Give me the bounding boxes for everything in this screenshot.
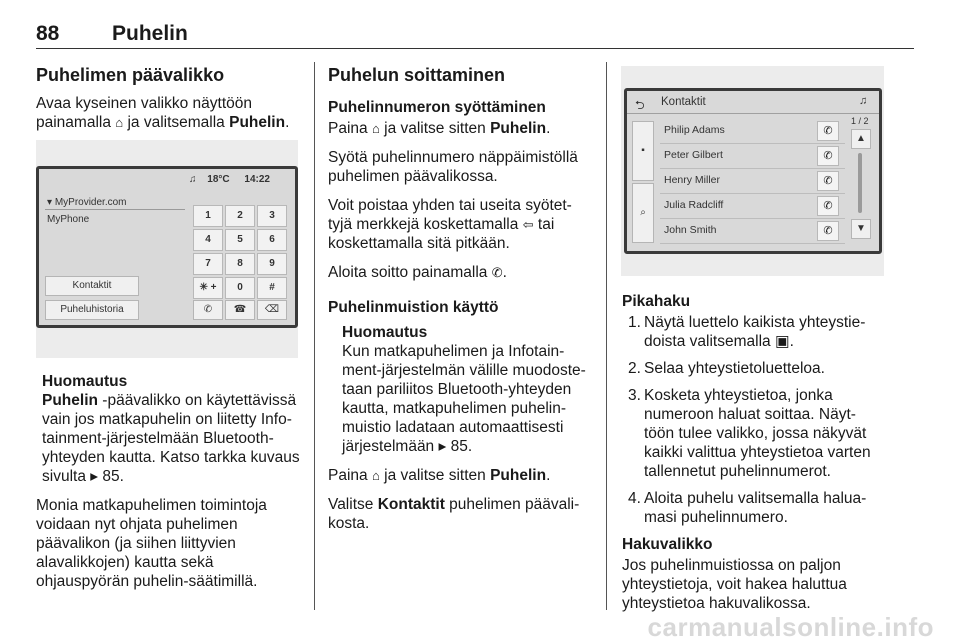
page-indicator: 1 / 2	[851, 116, 869, 126]
step-text: Näytä luettelo kaikista yhteystie-doista valitsemalla	[644, 314, 866, 350]
contacts-icon: ▣	[774, 333, 790, 350]
column-1-lower	[36, 372, 300, 601]
home-icon: ⌂	[115, 115, 124, 130]
keypad-key[interactable]: 4	[193, 229, 223, 251]
contact-row[interactable]	[660, 219, 845, 244]
step-item	[622, 313, 884, 351]
home-icon: ⌂	[371, 121, 380, 136]
music-icon: ♫	[189, 174, 197, 185]
step-number: 3.	[628, 387, 641, 404]
number-field[interactable]	[45, 209, 185, 210]
call-contact-icon[interactable]: ✆	[817, 221, 839, 241]
body-paragraph: Monia matkapuhelimen toimintoja voidaan nyt ohjata puhelimen päävalikon (ja siihen liittyvien alavalikkojen) kautta sekä ohjauspyörän puhelin-säätimillä.	[36, 497, 267, 590]
note-box	[36, 372, 300, 486]
infotainment-screen	[36, 166, 298, 328]
note-title: Huomautus	[342, 324, 428, 341]
contact-row[interactable]	[660, 119, 845, 144]
scrollbar[interactable]	[858, 153, 862, 213]
section-heading: Puhelun soittaminen	[328, 65, 506, 85]
note-text: Puhelin -päävalikko on käytettävissä vain jos matkapuhelin on liitetty Info-tainment-järjestelmään Bluetooth-yhteyden kautta. Katso tarkka kuvaus sivulta ▸ 85.	[42, 392, 300, 485]
step-text: Kosketa yhteystietoa, jonka numeroon haluat soittaa. Näyt-töön tulee valikko, jossa näkyvät kaikki valittua yhteystietoa varten tallennetut puhelinnumerot.	[644, 387, 871, 480]
phone-icon: ✆	[491, 265, 503, 280]
keypad-key[interactable]: 1	[193, 205, 223, 227]
step-item	[622, 386, 884, 481]
call-history-button[interactable]: Puheluhistoria	[45, 300, 139, 320]
contacts-tab-icon[interactable]: ▪	[632, 121, 654, 181]
keypad-key[interactable]: 6	[257, 229, 287, 251]
intro-paragraph: Avaa kyseinen valikko näyttöön painamalla ⌂ ja valitsemalla Puhelin.	[36, 95, 290, 131]
note-box	[328, 323, 592, 456]
keypad-key[interactable]: #	[257, 277, 287, 299]
subheading: Pikahaku	[622, 293, 691, 310]
keypad-key[interactable]: 7	[193, 253, 223, 275]
contact-name: Philip Adams	[664, 124, 725, 136]
paragraph: Aloita soitto painamalla ✆.	[328, 264, 507, 281]
scroll-up-button[interactable]: ▲	[851, 129, 871, 149]
back-icon[interactable]: ⮌	[635, 98, 645, 112]
keypad-key[interactable]: 8	[225, 253, 255, 275]
keypad-key[interactable]: 2	[225, 205, 255, 227]
section-heading: Puhelimen päävalikko	[36, 65, 225, 85]
temperature: 18°C	[207, 174, 230, 185]
screen-title: Kontaktit	[661, 96, 706, 108]
call-contact-icon[interactable]: ✆	[817, 171, 839, 191]
column-1	[36, 64, 300, 142]
watermark: carmanualsonline.info	[647, 612, 934, 642]
step-number: 1.	[628, 314, 641, 331]
keypad-key[interactable]: 3	[257, 205, 287, 227]
home-icon: ⌂	[371, 468, 380, 483]
phone-name: MyPhone	[47, 214, 90, 225]
call-icon[interactable]: ✆	[193, 300, 223, 320]
paragraph: Valitse Kontaktit puhelimen päävali-kosta.	[328, 496, 580, 532]
infotainment-screen	[624, 88, 882, 254]
paragraph: Paina ⌂ ja valitse sitten Puhelin.	[328, 467, 551, 484]
header-rule	[36, 48, 914, 49]
steps-list	[622, 313, 884, 527]
paragraph: Syötä puhelinnumero näppäimistöllä puhelimen päävalikossa.	[328, 149, 578, 185]
contact-row[interactable]	[660, 194, 845, 219]
keypad-key[interactable]: 9	[257, 253, 287, 275]
signal-icon: ▾	[47, 197, 55, 208]
step-text: Aloita puhelu valitsemalla halua-masi puhelinnumero.	[644, 490, 867, 526]
column-2	[328, 64, 592, 543]
status-bar	[189, 174, 289, 185]
step-item	[622, 359, 884, 378]
subheading: Puhelinmuistion käyttö	[328, 299, 499, 316]
contact-name: Peter Gilbert	[664, 149, 723, 161]
search-tab-icon[interactable]: ⌕	[632, 183, 654, 243]
contact-name: Julia Radcliff	[664, 199, 724, 211]
note-title: Huomautus	[42, 373, 128, 390]
contacts-screenshot	[621, 66, 884, 276]
contact-row[interactable]	[660, 169, 845, 194]
step-item	[622, 489, 884, 527]
call-contact-icon[interactable]: ✆	[817, 121, 839, 141]
title-rule	[627, 113, 879, 114]
page-title: Puhelin	[112, 22, 188, 45]
column-3	[622, 292, 884, 623]
call-contact-icon[interactable]: ✆	[817, 196, 839, 216]
paragraph: Voit poistaa yhden tai useita syötet-tyjä merkkejä koskettamalla ⇦ tai koskettamalla sitä pitkään.	[328, 197, 572, 252]
phone-menu-screenshot	[36, 140, 298, 358]
page-ref-icon: ▸	[90, 468, 103, 485]
step-number: 4.	[628, 490, 641, 507]
page-number: 88	[36, 22, 60, 45]
contact-row[interactable]	[660, 144, 845, 169]
subheading: Puhelinnumeron syöttäminen	[328, 99, 546, 116]
music-icon: ♫	[859, 95, 868, 107]
contact-name: John Smith	[664, 224, 717, 236]
backspace-icon: ⇦	[522, 217, 534, 232]
keypad-key[interactable]: ✳ +	[193, 277, 223, 299]
paragraph: Jos puhelinmuistiossa on paljon yhteystietoja, voit hakea haluttua yhteystietoa hakuvalikossa.	[622, 557, 847, 612]
contacts-button[interactable]: Kontaktit	[45, 276, 139, 296]
keypad-key[interactable]: 5	[225, 229, 255, 251]
note-text: Kun matkapuhelimen ja Infotain-ment-järjestelmän välille muodoste-taan pariliitos Bluetooth-yhteyden kautta, matkapuhelimen puhelin-muistio ladataan automaattisesti järjestelmään ▸ 85.	[342, 343, 586, 455]
hangup-icon[interactable]: ☎	[225, 300, 255, 320]
column-divider-1	[314, 62, 315, 610]
column-divider-2	[606, 62, 607, 610]
provider-name: ▾ MyProvider.com	[47, 197, 127, 208]
call-contact-icon[interactable]: ✆	[817, 146, 839, 166]
delete-icon[interactable]: ⌫	[257, 300, 287, 320]
keypad-key[interactable]: 0	[225, 277, 255, 299]
step-text: Selaa yhteystietoluetteloa.	[644, 360, 825, 377]
subheading: Hakuvalikko	[622, 536, 713, 553]
scroll-down-button[interactable]: ▼	[851, 219, 871, 239]
step-text-end: .	[789, 333, 794, 350]
contact-name: Henry Miller	[664, 174, 721, 186]
step-number: 2.	[628, 360, 641, 377]
page-ref-icon: ▸	[438, 438, 451, 455]
clock: 14:22	[244, 174, 270, 185]
paragraph: Paina ⌂ ja valitse sitten Puhelin.	[328, 120, 551, 137]
